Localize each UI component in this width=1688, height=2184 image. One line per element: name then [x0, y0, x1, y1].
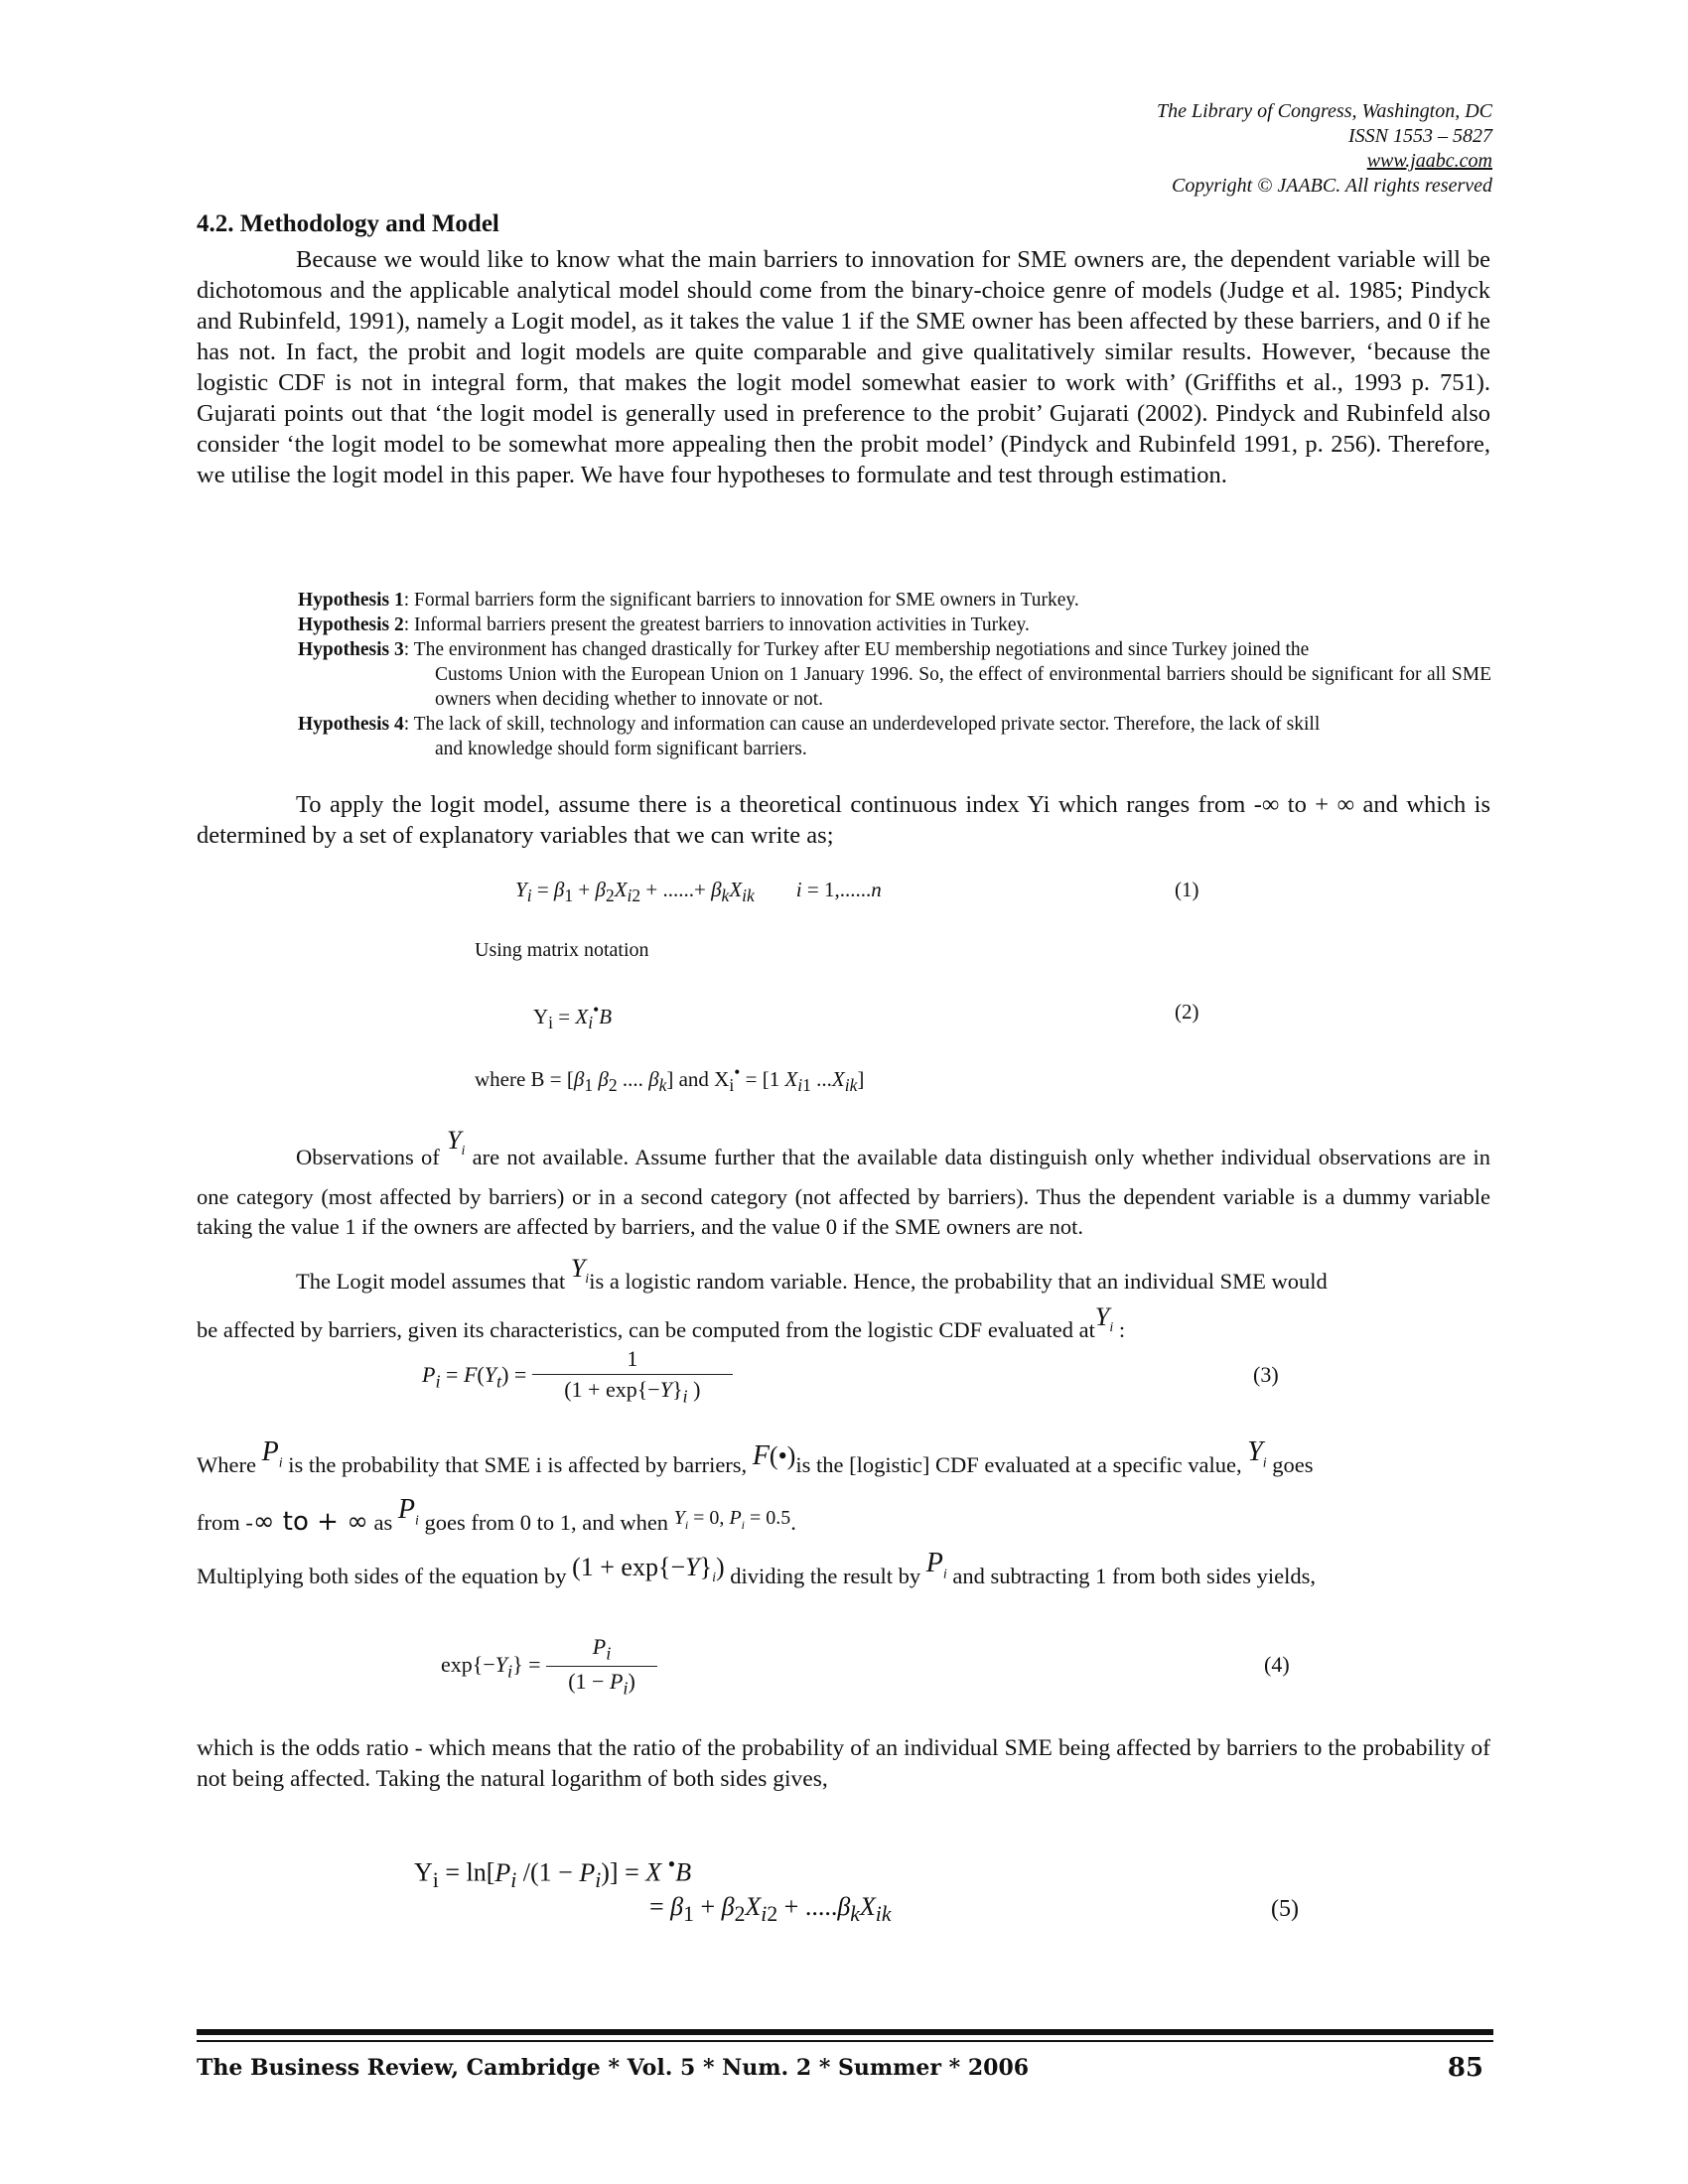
logit-line-2: be affected by barriers, given its characteristics, can be computed from the logistic CDF evaluated atY$_i$ : [197, 1302, 1126, 1342]
multiplying-line: Multiplying both sides of the equation by $(1 + \exp\{-Y\}_i)$ dividing the result by $P_i$ and subtracting 1 from both sides yields, [197, 1548, 1316, 1588]
equation-1: $Y_i = \beta_1 + \beta_2X_{i2}$ + ......+ $\beta_kX_{ik}$ i = 1,......n [515, 878, 882, 906]
equation-3: $P_i = F(Y_t)$ = $\frac{1}{(1 + \exp\{-Y\}_i )}$ [422, 1346, 733, 1407]
yi-symbol: $Y_i$ [447, 1126, 466, 1160]
equation-4: $\exp\{-Y_i\}$ = $\frac{P_i}{(1 - P_i)}$ [441, 1634, 657, 1700]
observations-paragraph: Observations of $Y_i$ are not available. Assume further that the available data distinguish only whether individual observations are in one category (most affected by barriers) or in a second category (not affected by barriers). Thus the dependent variable is a dummy variable taking the value 1 if the owners are affected by barriers, and the value 0 if the SME owners are not. [197, 1126, 1491, 1240]
where-explanation-line-2: from -∞ to + ∞ as $P_i$ goes from 0 to 1, and when $Y_i = 0$, $P_i = 0.5$. [197, 1494, 796, 1537]
hypothesis-3: Hypothesis 3: The environment has changed drastically for Turkey after EU membership negotiations and since Turkey joined the Customs Union with the European Union on 1 January 1996. So, the effect of environmental barriers should be significant for all SME owners when deciding whether to innovate or not. [298, 639, 1491, 710]
equation-3-number: (3) [1253, 1362, 1279, 1387]
apply-paragraph [197, 789, 1490, 851]
equation-2-number: (2) [1175, 1000, 1199, 1024]
hypothesis-1: Hypothesis 1: Formal barriers form the significant barriers to innovation for SME owners in Turkey. [298, 590, 1079, 611]
footer-rule-thick [197, 2029, 1493, 2035]
intro-paragraph-text: Because we would like to know what the main barriers to innovation for SME owners are, the dependent variable will be dichotomous and the applicable analytical model should come from the binary-choice genre of models (Judge et al. 1985; Pindyck and Rubinfeld, 1991), namely a Logit model, as it takes the value 1 if the SME owner has been affected by these barriers, and 0 if he has not. In fact, the probit and logit models are quite comparable and give qualitatively similar results. However, ‘because the logistic CDF is not in integral form, that makes the logit model somewhat easier to work with’ (Griffiths et al., 1993 p. 751). Gujarati points out that ‘the logit model is generally used in preference to the probit’ Gujarati (2002). Pindyck and Rubinfeld also consider ‘the logit model to be somewhat more appealing then the probit model’ (Pindyck and Rubinfeld 1991, p. 256). Therefore, we utilise the logit model in this paper. We have four hypotheses to formulate and test through estimation. [197, 246, 1490, 488]
header-copyright: Copyright © JAABC. All rights reserved [1172, 175, 1492, 197]
header-library: The Library of Congress, Washington, DC [1156, 100, 1492, 122]
equation-5-line-1: $Y_i = \ln[P_i$ $/(1 - P_i)] = X$ •B [414, 1852, 692, 1892]
where-explanation-line-1: Where $P_i$ is the probability that SME i is affected by barriers, F(•)is the [logistic] CDF evaluated at a specific value, $Y_i$ goes [197, 1436, 1314, 1477]
running-header [1157, 99, 1492, 199]
header-issn: ISSN 1553 – 5827 [1348, 125, 1492, 147]
hypothesis-4: Hypothesis 4: The lack of skill, technology and information can cause an underdeveloped private sector. Therefore, the lack of skill and knowledge should form significant barriers. [298, 714, 1321, 759]
matrix-notation-label: Using matrix notation [475, 939, 649, 961]
odds-paragraph: which is the odds ratio - which means that the ratio of the probability of an individual SME being affected by barriers to the probability of not being affected. Taking the natural logarithm of both sides gives, [197, 1735, 1490, 1792]
hypotheses-list [298, 588, 1491, 761]
apply-paragraph-text: To apply the logit model, assume there is a theoretical continuous index Yi which ranges from -∞ to + ∞ and which is determined by a set of explanatory variables that we can write as; [197, 791, 1490, 849]
footer-rule-thin [197, 2040, 1493, 2042]
intro-paragraph [197, 244, 1490, 490]
footer-journal: The Business Review, Cambridge * Vol. 5 * Num. 2 * Summer * 2006 [197, 2055, 1030, 2081]
equation-1-number: (1) [1175, 878, 1199, 901]
section-title: 4.2. Methodology and Model [197, 210, 499, 237]
logit-line-1: The Logit model assumes that $Y_iis$ a logistic random variable. Hence, the probability that an individual SME would [296, 1254, 1328, 1294]
equation-5-line-2: = $\beta_1 + \beta_2X_{i2} + .....\beta_kX_{ik}$ [649, 1892, 892, 1927]
hypothesis-2: Hypothesis 2: Informal barriers present the greatest barriers to innovation activities in Turkey. [298, 614, 1030, 635]
equation-2: $Y_i = X_i^•B$ [533, 1000, 613, 1033]
where-definition: where $B = [\beta_1$ $\beta_2$ .... $\beta_k$] and $X_i^• = [1$ $X_{i1}$ $...X_{ik}$] [475, 1062, 865, 1096]
header-website-link[interactable]: www.jaabc.com [1366, 150, 1492, 172]
page-number: 85 [1447, 2053, 1483, 2083]
equation-4-number: (4) [1264, 1652, 1290, 1677]
equation-5-number: (5) [1271, 1896, 1299, 1922]
